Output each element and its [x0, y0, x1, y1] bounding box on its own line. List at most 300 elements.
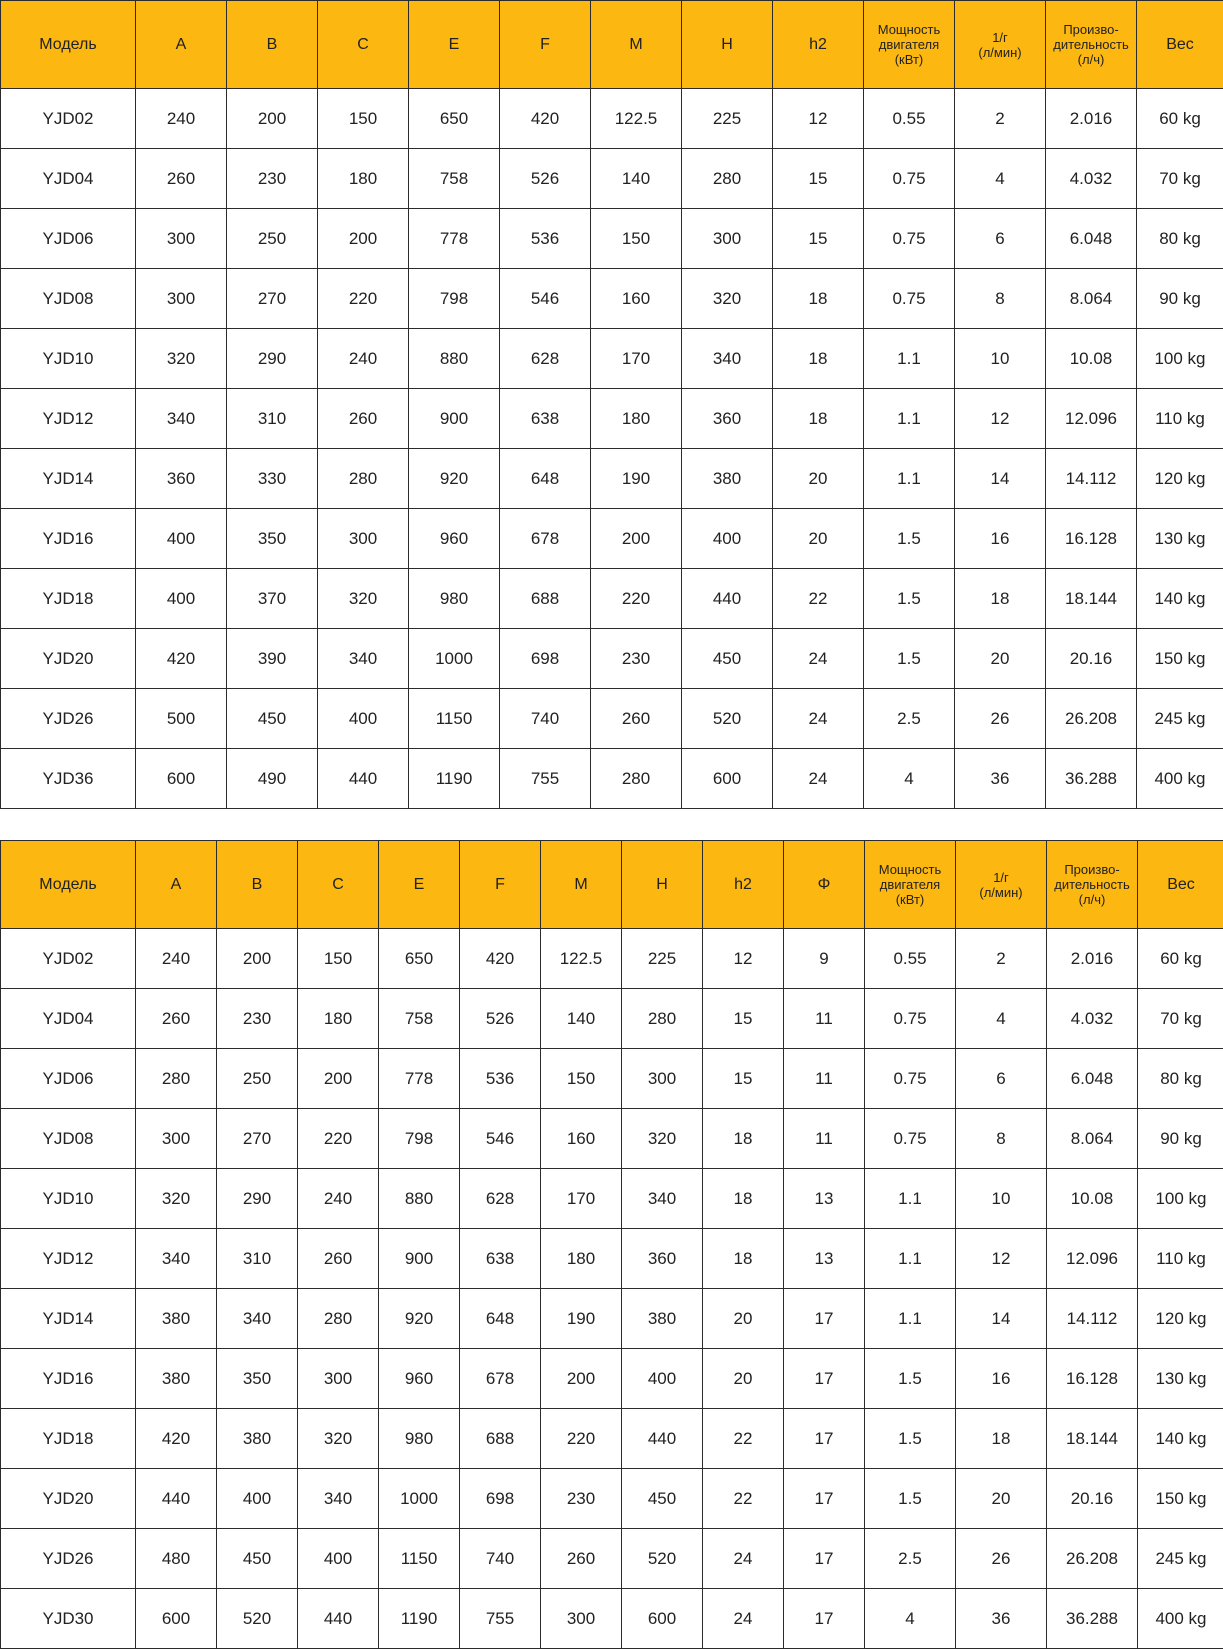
table-cell: 678	[500, 509, 591, 569]
table-cell: 16	[956, 1349, 1047, 1409]
table-cell: 110 kg	[1138, 1229, 1223, 1289]
table-row	[1, 149, 1223, 209]
table-cell: 200	[217, 929, 298, 989]
table-cell: 340	[217, 1289, 298, 1349]
table-cell: 280	[591, 749, 682, 809]
column-header: Модель	[1, 1, 136, 89]
table-cell: 698	[500, 629, 591, 689]
table-cell: 15	[703, 989, 784, 1049]
table-cell: 10.08	[1047, 1169, 1138, 1229]
table-cell: 100 kg	[1137, 329, 1223, 389]
model-cell: YJD10	[1, 329, 136, 389]
table-cell: 900	[379, 1229, 460, 1289]
table-cell: 70 kg	[1138, 989, 1223, 1049]
table-cell: 4.032	[1047, 989, 1138, 1049]
table-cell: 200	[227, 89, 318, 149]
table-cell: 260	[318, 389, 409, 449]
table-cell: 698	[460, 1469, 541, 1529]
table-cell: 320	[622, 1109, 703, 1169]
table-cell: 280	[136, 1049, 217, 1109]
table-cell: 20	[956, 1469, 1047, 1529]
table-cell: 26	[956, 1529, 1047, 1589]
table-cell: 0.75	[865, 989, 956, 1049]
table-cell: 150 kg	[1137, 629, 1223, 689]
table-cell: 36	[956, 1589, 1047, 1649]
column-header-line: двигателя	[879, 877, 941, 892]
model-cell: YJD18	[1, 569, 136, 629]
table-cell: 110 kg	[1137, 389, 1223, 449]
table-cell: 6.048	[1047, 1049, 1138, 1109]
table-cell: 12	[773, 89, 864, 149]
table-cell: 120 kg	[1137, 449, 1223, 509]
table-cell: 280	[318, 449, 409, 509]
column-header-line: двигателя	[878, 37, 940, 52]
table-cell: 150	[318, 89, 409, 149]
table-cell: 150	[541, 1049, 622, 1109]
table-cell: 160	[541, 1109, 622, 1169]
column-header: C	[318, 1, 409, 89]
table-cell: 440	[318, 749, 409, 809]
table-cell: 20	[773, 449, 864, 509]
column-header-line: Произво-	[1064, 862, 1120, 877]
table-cell: 130 kg	[1137, 509, 1223, 569]
table-cell: 12.096	[1046, 389, 1137, 449]
table-cell: 880	[379, 1169, 460, 1229]
table-cell: 526	[500, 149, 591, 209]
column-header: H	[682, 1, 773, 89]
table-row	[1, 1349, 1223, 1409]
column-header: Модель	[1, 841, 136, 929]
table-cell: 20	[703, 1289, 784, 1349]
table-cell: 688	[500, 569, 591, 629]
table-cell: 420	[136, 629, 227, 689]
table-row	[1, 449, 1223, 509]
column-header-line: (кВт)	[894, 52, 924, 67]
table-cell: 170	[591, 329, 682, 389]
column-header: h2	[703, 841, 784, 929]
table-cell: 600	[136, 1589, 217, 1649]
table-cell: 130 kg	[1138, 1349, 1223, 1409]
table-cell: 200	[298, 1049, 379, 1109]
model-cell: YJD12	[1, 1229, 136, 1289]
table-cell: 24	[773, 689, 864, 749]
table-row	[1, 1289, 1223, 1349]
model-cell: YJD06	[1, 209, 136, 269]
table-row	[1, 89, 1223, 149]
table-cell: 340	[136, 1229, 217, 1289]
table-cell: 920	[409, 449, 500, 509]
table-cell: 740	[500, 689, 591, 749]
table-cell: 14.112	[1047, 1289, 1138, 1349]
table-cell: 1.5	[865, 1349, 956, 1409]
table-cell: 18	[703, 1229, 784, 1289]
table-cell: 17	[784, 1589, 865, 1649]
table-cell: 1.5	[865, 1409, 956, 1469]
table-cell: 980	[409, 569, 500, 629]
table-cell: 628	[460, 1169, 541, 1229]
spec-table-2	[0, 840, 1223, 1649]
table-cell: 22	[703, 1469, 784, 1529]
table-cell: 320	[682, 269, 773, 329]
table-cell: 200	[541, 1349, 622, 1409]
table-cell: 20.16	[1047, 1469, 1138, 1529]
column-header: Φ	[784, 841, 865, 929]
table-cell: 170	[541, 1169, 622, 1229]
table-header	[1, 841, 1223, 929]
column-header	[955, 1, 1046, 89]
column-header	[956, 841, 1047, 929]
table-cell: 18	[703, 1109, 784, 1169]
table-cell: 900	[409, 389, 500, 449]
table-cell: 0.75	[865, 1109, 956, 1169]
table-cell: 440	[298, 1589, 379, 1649]
column-header-line: 1/г	[992, 29, 1008, 45]
table-cell: 160	[591, 269, 682, 329]
column-header-line: (л/ч)	[1077, 52, 1105, 67]
model-cell: YJD26	[1, 1529, 136, 1589]
table-cell: 190	[541, 1289, 622, 1349]
column-header	[1047, 841, 1138, 929]
model-cell: YJD08	[1, 1109, 136, 1169]
table-cell: 260	[591, 689, 682, 749]
table-row	[1, 209, 1223, 269]
table-cell: 350	[217, 1349, 298, 1409]
model-cell: YJD18	[1, 1409, 136, 1469]
table-cell: 4	[956, 989, 1047, 1049]
table-cell: 1000	[409, 629, 500, 689]
table-cell: 300	[318, 509, 409, 569]
table-cell: 960	[379, 1349, 460, 1409]
model-cell: YJD20	[1, 1469, 136, 1529]
column-header	[864, 1, 955, 89]
table-cell: 400	[298, 1529, 379, 1589]
table-cell: 90 kg	[1138, 1109, 1223, 1169]
column-header-line: 1/г	[993, 869, 1009, 885]
table-body	[1, 929, 1223, 1649]
table-cell: 20.16	[1046, 629, 1137, 689]
model-cell: YJD14	[1, 449, 136, 509]
table-cell: 200	[591, 509, 682, 569]
table-cell: 758	[409, 149, 500, 209]
table-cell: 10	[955, 329, 1046, 389]
table-cell: 24	[703, 1529, 784, 1589]
table-cell: 2	[955, 89, 1046, 149]
model-cell: YJD26	[1, 689, 136, 749]
table-cell: 36.288	[1046, 749, 1137, 809]
table-cell: 480	[136, 1529, 217, 1589]
table-cell: 17	[784, 1409, 865, 1469]
model-cell: YJD36	[1, 749, 136, 809]
table-cell: 18	[955, 569, 1046, 629]
table-cell: 280	[298, 1289, 379, 1349]
table-cell: 11	[784, 1049, 865, 1109]
table-cell: 400 kg	[1138, 1589, 1223, 1649]
model-cell: YJD12	[1, 389, 136, 449]
model-cell: YJD02	[1, 89, 136, 149]
table-cell: 2.5	[864, 689, 955, 749]
table-cell: 628	[500, 329, 591, 389]
table-cell: 15	[773, 209, 864, 269]
model-cell: YJD04	[1, 989, 136, 1049]
table-cell: 122.5	[591, 89, 682, 149]
table-cell: 24	[703, 1589, 784, 1649]
table-cell: 1000	[379, 1469, 460, 1529]
table-cell: 1.1	[865, 1289, 956, 1349]
table-cell: 24	[773, 629, 864, 689]
column-header: Вес	[1137, 1, 1223, 89]
table-cell: 22	[703, 1409, 784, 1469]
table-row	[1, 569, 1223, 629]
table-cell: 13	[784, 1229, 865, 1289]
model-cell: YJD10	[1, 1169, 136, 1229]
table-row	[1, 749, 1223, 809]
column-header: H	[622, 841, 703, 929]
model-cell: YJD16	[1, 509, 136, 569]
table-cell: 678	[460, 1349, 541, 1409]
table-cell: 2.016	[1047, 929, 1138, 989]
table-cell: 380	[682, 449, 773, 509]
table-cell: 220	[541, 1409, 622, 1469]
table-cell: 340	[622, 1169, 703, 1229]
table-cell: 8.064	[1046, 269, 1137, 329]
column-header: Вес	[1138, 841, 1223, 929]
table-cell: 1.1	[865, 1169, 956, 1229]
table-cell: 18	[703, 1169, 784, 1229]
table-cell: 20	[703, 1349, 784, 1409]
table-cell: 80 kg	[1137, 209, 1223, 269]
table-cell: 270	[227, 269, 318, 329]
table-cell: 150 kg	[1138, 1469, 1223, 1529]
table-cell: 260	[541, 1529, 622, 1589]
table-cell: 250	[217, 1049, 298, 1109]
table-cell: 1.5	[864, 509, 955, 569]
table-row	[1, 269, 1223, 329]
table-cell: 350	[227, 509, 318, 569]
table-cell: 10.08	[1046, 329, 1137, 389]
table-row	[1, 1409, 1223, 1469]
table-row	[1, 1049, 1223, 1109]
table-cell: 245 kg	[1137, 689, 1223, 749]
table-cell: 240	[298, 1169, 379, 1229]
table-cell: 536	[460, 1049, 541, 1109]
table-cell: 500	[136, 689, 227, 749]
column-header-line: (л/мин)	[978, 44, 1022, 60]
table-cell: 638	[500, 389, 591, 449]
column-header: h2	[773, 1, 864, 89]
table-cell: 1190	[409, 749, 500, 809]
table-cell: 220	[318, 269, 409, 329]
table-cell: 225	[682, 89, 773, 149]
table-cell: 0.75	[865, 1049, 956, 1109]
table-cell: 100 kg	[1138, 1169, 1223, 1229]
table-cell: 80 kg	[1138, 1049, 1223, 1109]
table-cell: 18.144	[1047, 1409, 1138, 1469]
table-cell: 17	[784, 1289, 865, 1349]
table-cell: 1150	[379, 1529, 460, 1589]
table-cell: 638	[460, 1229, 541, 1289]
column-header: A	[136, 1, 227, 89]
column-header: C	[298, 841, 379, 929]
column-header-line: дительность	[1054, 877, 1130, 892]
table-cell: 10	[956, 1169, 1047, 1229]
table-cell: 300	[136, 269, 227, 329]
table-cell: 1150	[409, 689, 500, 749]
table-cell: 300	[298, 1349, 379, 1409]
table-cell: 16.128	[1046, 509, 1137, 569]
table-header	[1, 1, 1223, 89]
table-cell: 778	[379, 1049, 460, 1109]
table-cell: 20	[955, 629, 1046, 689]
table-cell: 650	[409, 89, 500, 149]
table-cell: 240	[136, 929, 217, 989]
table-cell: 380	[136, 1349, 217, 1409]
table-cell: 11	[784, 1109, 865, 1169]
table-row	[1, 1529, 1223, 1589]
table-cell: 16.128	[1047, 1349, 1138, 1409]
table-cell: 0.75	[864, 209, 955, 269]
column-header: E	[409, 1, 500, 89]
table-cell: 310	[217, 1229, 298, 1289]
table-cell: 300	[622, 1049, 703, 1109]
table-row	[1, 689, 1223, 749]
table-cell: 648	[460, 1289, 541, 1349]
table-cell: 778	[409, 209, 500, 269]
table-cell: 1.1	[865, 1229, 956, 1289]
table-cell: 260	[298, 1229, 379, 1289]
table-cell: 330	[227, 449, 318, 509]
column-header: B	[217, 841, 298, 929]
table-cell: 120 kg	[1138, 1289, 1223, 1349]
table-cell: 230	[227, 149, 318, 209]
table-cell: 230	[217, 989, 298, 1049]
table-cell: 520	[217, 1589, 298, 1649]
table-cell: 1.1	[864, 389, 955, 449]
model-cell: YJD14	[1, 1289, 136, 1349]
table-cell: 400	[136, 569, 227, 629]
table-cell: 755	[460, 1589, 541, 1649]
table-cell: 0.55	[864, 89, 955, 149]
table-cell: 300	[136, 1109, 217, 1169]
table-cell: 526	[460, 989, 541, 1049]
table-cell: 17	[784, 1529, 865, 1589]
table-cell: 180	[318, 149, 409, 209]
table-cell: 26.208	[1047, 1529, 1138, 1589]
table-cell: 400	[318, 689, 409, 749]
table-cell: 370	[227, 569, 318, 629]
table-cell: 9	[784, 929, 865, 989]
table-cell: 60 kg	[1137, 89, 1223, 149]
header-row	[1, 841, 1223, 929]
table-cell: 340	[136, 389, 227, 449]
table-cell: 140 kg	[1137, 569, 1223, 629]
table-cell: 1.5	[865, 1469, 956, 1529]
column-header: B	[227, 1, 318, 89]
table-cell: 4	[864, 749, 955, 809]
table-cell: 380	[217, 1409, 298, 1469]
model-cell: YJD16	[1, 1349, 136, 1409]
table-cell: 320	[298, 1409, 379, 1469]
table-cell: 740	[460, 1529, 541, 1589]
table-cell: 1.1	[864, 449, 955, 509]
table-cell: 546	[460, 1109, 541, 1169]
spec-table-1	[0, 0, 1223, 809]
table-cell: 18	[773, 269, 864, 329]
table-cell: 220	[298, 1109, 379, 1169]
model-cell: YJD02	[1, 929, 136, 989]
table-cell: 400	[136, 509, 227, 569]
table-cell: 920	[379, 1289, 460, 1349]
table-cell: 536	[500, 209, 591, 269]
column-header-line: Мощность	[878, 862, 942, 877]
table-cell: 648	[500, 449, 591, 509]
column-header: F	[460, 841, 541, 929]
table-cell: 20	[773, 509, 864, 569]
table-cell: 260	[136, 149, 227, 209]
table-cell: 230	[541, 1469, 622, 1529]
table-cell: 2.5	[865, 1529, 956, 1589]
table-cell: 260	[136, 989, 217, 1049]
column-header: M	[591, 1, 682, 89]
table-cell: 200	[318, 209, 409, 269]
table-cell: 36	[955, 749, 1046, 809]
column-header: E	[379, 841, 460, 929]
table-cell: 340	[318, 629, 409, 689]
table-row	[1, 1229, 1223, 1289]
table-cell: 520	[682, 689, 773, 749]
table-cell: 450	[682, 629, 773, 689]
table-cell: 0.55	[865, 929, 956, 989]
table-cell: 400	[217, 1469, 298, 1529]
table-cell: 240	[318, 329, 409, 389]
column-header: F	[500, 1, 591, 89]
header-row	[1, 1, 1223, 89]
table-cell: 250	[227, 209, 318, 269]
table-cell: 26	[955, 689, 1046, 749]
table-cell: 36.288	[1047, 1589, 1138, 1649]
table-cell: 230	[591, 629, 682, 689]
table-cell: 90 kg	[1137, 269, 1223, 329]
table-body	[1, 89, 1223, 809]
table-cell: 60 kg	[1138, 929, 1223, 989]
table-cell: 4	[865, 1589, 956, 1649]
table-cell: 70 kg	[1137, 149, 1223, 209]
table-cell: 600	[682, 749, 773, 809]
table-cell: 290	[227, 329, 318, 389]
table-cell: 758	[379, 989, 460, 1049]
table-row	[1, 1169, 1223, 1229]
table-cell: 220	[591, 569, 682, 629]
table-cell: 650	[379, 929, 460, 989]
table-cell: 600	[136, 749, 227, 809]
column-header-line: (кВт)	[895, 892, 925, 907]
table-cell: 26.208	[1046, 689, 1137, 749]
table-cell: 320	[318, 569, 409, 629]
column-header-line: (л/мин)	[979, 884, 1023, 900]
table-cell: 380	[622, 1289, 703, 1349]
table-cell: 450	[622, 1469, 703, 1529]
table-cell: 1190	[379, 1589, 460, 1649]
table-row	[1, 629, 1223, 689]
table-cell: 420	[500, 89, 591, 149]
table-cell: 1.5	[864, 629, 955, 689]
table-cell: 0.75	[864, 149, 955, 209]
table-cell: 8	[955, 269, 1046, 329]
table-cell: 400	[682, 509, 773, 569]
table-cell: 440	[682, 569, 773, 629]
table-cell: 400 kg	[1137, 749, 1223, 809]
table-cell: 290	[217, 1169, 298, 1229]
table-cell: 18	[773, 329, 864, 389]
